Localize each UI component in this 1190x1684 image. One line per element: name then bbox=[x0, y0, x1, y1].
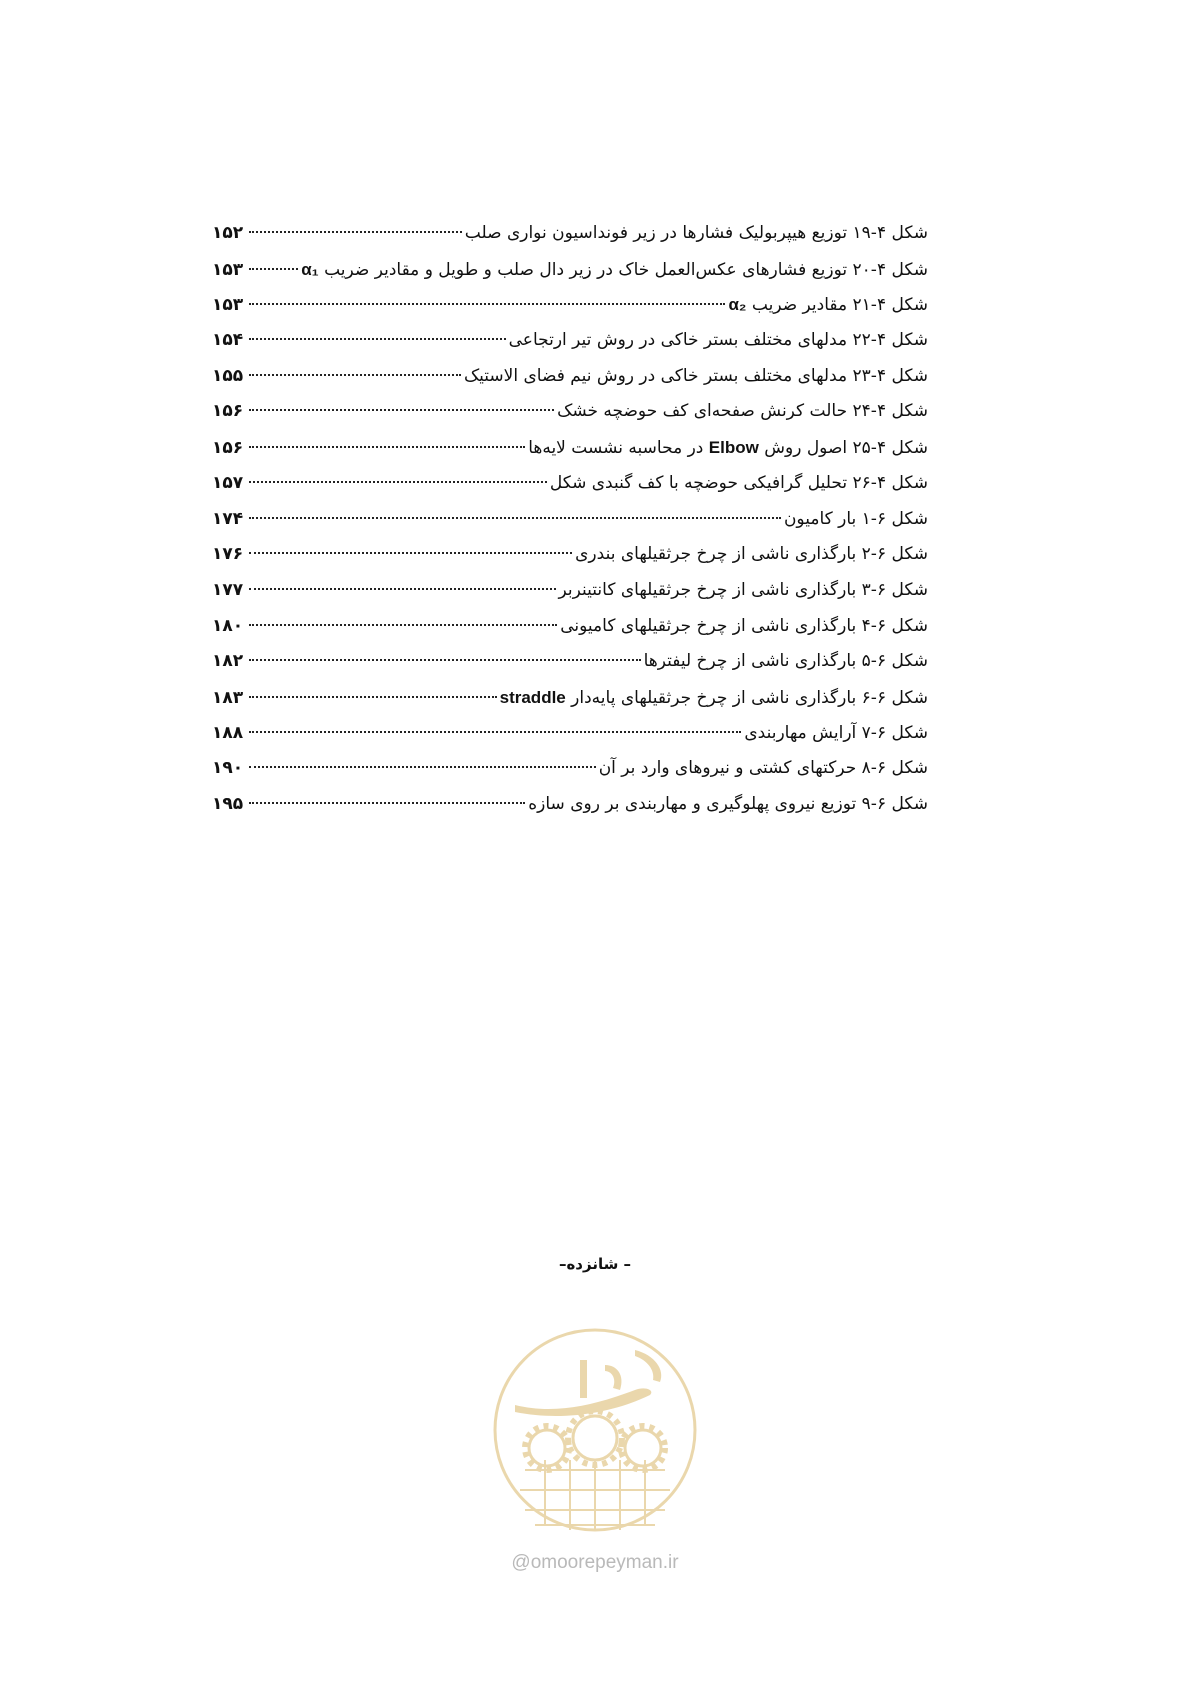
toc-row[interactable] bbox=[212, 680, 928, 716]
toc-row[interactable] bbox=[212, 394, 928, 430]
toc-page-number: ۱۸۸ bbox=[212, 722, 244, 743]
toc-entry-label: شکل ۴-۲۵ اصول روش Elbow در محاسبه نشست لایه‌ها bbox=[528, 438, 928, 459]
toc-row[interactable] bbox=[212, 751, 928, 787]
toc-entry-label: شکل ۶-۷ آرایش مهاربندی bbox=[744, 722, 928, 743]
toc-page-number: ۱۵۲ bbox=[212, 223, 244, 243]
toc-page-number: ۱۵۵ bbox=[212, 365, 244, 386]
dot-leader bbox=[249, 552, 572, 554]
toc-row[interactable] bbox=[212, 216, 928, 252]
toc-page-number: ۱۷۶ bbox=[212, 544, 244, 565]
dot-leader bbox=[249, 659, 641, 661]
dot-leader bbox=[249, 409, 554, 411]
latin-term: straddle bbox=[499, 687, 566, 707]
toc-page-number: ۱۵۶ bbox=[212, 438, 244, 459]
latin-term: Elbow bbox=[708, 438, 759, 458]
toc-page-number: ۱۵۷ bbox=[212, 472, 244, 493]
toc-row[interactable] bbox=[212, 252, 928, 288]
toc-row[interactable] bbox=[212, 609, 928, 645]
dot-leader bbox=[249, 624, 557, 626]
toc-entry-label: شکل ۴-۲۳ مدلهای مختلف بستر خاکی در روش نیم فضای الاستیک bbox=[463, 365, 928, 386]
toc-entry-label: شکل ۶-۱ بار کامیون bbox=[783, 508, 928, 529]
dot-leader bbox=[249, 696, 497, 698]
latin-term: α₁ bbox=[301, 259, 319, 279]
toc-row[interactable] bbox=[212, 287, 928, 323]
latin-term: α₂ bbox=[728, 295, 747, 315]
toc-page-number: ۱۵۳ bbox=[212, 259, 244, 280]
toc-page-number: ۱۵۴ bbox=[212, 330, 244, 351]
watermark-url: @omoorepeyman.ir bbox=[511, 1552, 679, 1573]
toc-row[interactable] bbox=[212, 430, 928, 466]
toc-entry-label: شکل ۴-۲۲ مدلهای مختلف بستر خاکی در روش تیر ارتجاعی bbox=[508, 330, 928, 351]
toc-page-number: ۱۸۰ bbox=[212, 615, 244, 636]
toc-entry-label: شکل ۶-۶ بارگذاری ناشی از چرخ جرثقیلهای پایه‌دار straddle bbox=[499, 687, 928, 708]
dot-leader bbox=[249, 481, 547, 483]
dot-leader bbox=[249, 766, 596, 768]
toc-entry-label: شکل ۴-۱۹ توزیع هیپربولیک فشارها در زیر فونداسیون نواری صلب bbox=[464, 223, 928, 243]
dot-leader bbox=[249, 802, 525, 804]
toc-row[interactable] bbox=[212, 502, 928, 538]
toc-row[interactable] bbox=[212, 359, 928, 395]
figure-list bbox=[212, 216, 928, 823]
toc-page-number: ۱۸۳ bbox=[212, 687, 244, 708]
publisher-logo-watermark bbox=[485, 1320, 705, 1570]
toc-entry-label: شکل ۶-۵ بارگذاری ناشی از چرخ لیفترها bbox=[643, 651, 928, 672]
toc-page-number: ۱۵۶ bbox=[212, 401, 244, 422]
dot-leader bbox=[249, 303, 725, 305]
dot-leader bbox=[249, 374, 461, 376]
toc-page-number: ۱۹۰ bbox=[212, 758, 244, 779]
toc-row[interactable] bbox=[212, 537, 928, 573]
dot-leader bbox=[249, 338, 506, 340]
toc-row[interactable] bbox=[212, 466, 928, 502]
toc-entry-label: شکل ۶-۹ توزیع نیروی پهلوگیری و مهاربندی بر روی سازه bbox=[528, 794, 928, 814]
toc-entry-label: شکل ۶-۲ بارگذاری ناشی از چرخ جرثقیلهای بندری bbox=[575, 544, 928, 565]
dot-leader bbox=[249, 231, 462, 233]
toc-page-number: ۱۹۵ bbox=[212, 794, 244, 814]
dot-leader bbox=[249, 517, 781, 519]
toc-page-number: ۱۷۷ bbox=[212, 579, 244, 600]
toc-entry-label: شکل ۴-۲۱ مقادیر ضریب α₂ bbox=[728, 295, 928, 316]
toc-page-number: ۱۸۲ bbox=[212, 651, 244, 672]
toc-row[interactable] bbox=[212, 716, 928, 752]
toc-row[interactable] bbox=[212, 573, 928, 609]
toc-entry-label: شکل ۴-۲۰ توزیع فشارهای عکس‌العمل خاک در زیر دال صلب و طویل و مقادیر ضریب α₁ bbox=[301, 259, 928, 280]
toc-entry-label: شکل ۶-۴ بارگذاری ناشی از چرخ جرثقیلهای کامیونی bbox=[560, 615, 928, 636]
toc-row[interactable] bbox=[212, 323, 928, 359]
toc-row[interactable] bbox=[212, 644, 928, 680]
dot-leader bbox=[249, 446, 525, 448]
toc-entry-label: شکل ۴-۲۶ تحلیل گرافیکی حوضچه با کف گنبدی شکل bbox=[549, 472, 928, 493]
toc-entry-label: شکل ۶-۳ بارگذاری ناشی از چرخ جرثقیلهای کانتینربر bbox=[558, 579, 928, 600]
dot-leader bbox=[249, 268, 298, 270]
toc-row[interactable] bbox=[212, 787, 928, 823]
toc-entry-label: شکل ۶-۸ حرکتهای کشتی و نیروهای وارد بر آن bbox=[598, 758, 928, 779]
dot-leader bbox=[249, 731, 741, 733]
page-folio: – شانزده– bbox=[558, 1255, 632, 1273]
toc-page-number: ۱۷۴ bbox=[212, 508, 244, 529]
dot-leader bbox=[249, 588, 556, 590]
toc-entry-label: شکل ۴-۲۴ حالت کرنش صفحه‌ای کف حوضچه خشک bbox=[557, 401, 928, 422]
toc-page-number: ۱۵۳ bbox=[212, 295, 244, 316]
